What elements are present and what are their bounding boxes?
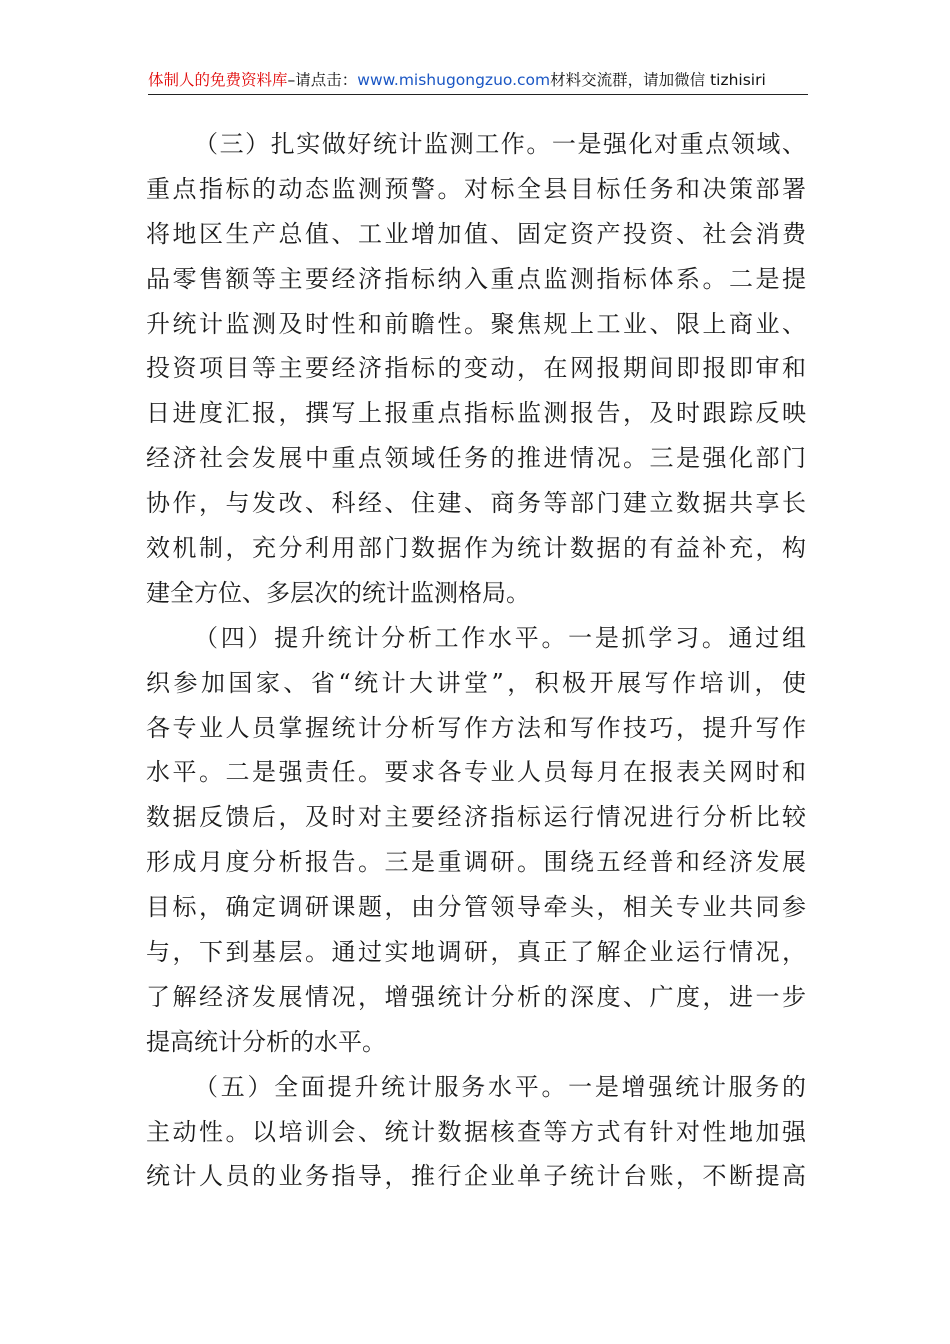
- paragraph-3-line: 经济社会发展中重点领域任务的推进情况。三是强化部门: [146, 444, 806, 473]
- paragraph-3-line: 将地区生产总值、工业增加值、固定资产投资、社会消费: [146, 219, 806, 248]
- paragraph-3-line: 协作，与发改、科经、住建、商务等部门建立数据共享长: [146, 489, 806, 518]
- paragraph-3-line: 建全方位、多层次的统计监测格局。: [146, 578, 530, 607]
- header-brand: 体制人的免费资料库: [148, 71, 288, 89]
- paragraph-4-line: 与，下到基层。通过实地调研，真正了解企业运行情况，: [146, 938, 806, 967]
- paragraph-3-line: （三）扎实做好统计监测工作。一是强化对重点领域、: [194, 130, 806, 158]
- paragraph-4-line: 形成月度分析报告。三是重调研。围绕五经普和经济发展: [146, 848, 806, 877]
- paragraph-4-line: 数据反馈后，及时对主要经济指标运行情况进行分析比较: [146, 803, 806, 832]
- paragraph-3-line: 日进度汇报，撰写上报重点指标监测报告，及时跟踪反映: [146, 399, 806, 428]
- paragraph-3-line: 重点指标的动态监测预警。对标全县目标任务和决策部署: [146, 174, 806, 203]
- paragraph-4-line: 织参加国家、省“统计大讲堂”，积极开展写作培训，使: [146, 668, 806, 697]
- paragraph-4-line: 提高统计分析的水平。: [146, 1027, 386, 1056]
- paragraph-4-line: 了解经济发展情况，增强统计分析的深度、广度，进一步: [146, 982, 806, 1011]
- header-tail: 材料交流群，请加微信 tizhisiri: [550, 71, 766, 89]
- header-url-link[interactable]: www.mishugongzuo.com: [357, 71, 551, 89]
- paragraph-5-line: 统计人员的业务指导，推行企业单子统计台账，不断提高: [146, 1162, 806, 1191]
- header-cta: –请点击：: [287, 71, 358, 89]
- paragraph-3-line: 效机制，充分利用部门数据作为统计数据的有益补充，构: [146, 534, 806, 563]
- paragraph-5-line: 主动性。以培训会、统计数据核查等方式有针对性地加强: [146, 1117, 806, 1146]
- paragraph-4-line: 水平。二是强责任。要求各专业人员每月在报表关网时和: [146, 758, 806, 787]
- page-header: [148, 68, 808, 95]
- paragraph-4-line: （四）提升统计分析工作水平。一是抓学习。通过组: [194, 623, 806, 652]
- paragraph-4-line: 各专业人员掌握统计分析写作方法和写作技巧，提升写作: [146, 713, 806, 742]
- paragraph-5-line: （五）全面提升统计服务水平。一是增强统计服务的: [194, 1072, 806, 1101]
- paragraph-3-line: 投资项目等主要经济指标的变动，在网报期间即报即审和: [146, 354, 806, 383]
- paragraph-3-line: 品零售额等主要经济指标纳入重点监测指标体系。二是提: [146, 264, 806, 293]
- paragraph-4-line: 目标，确定调研课题，由分管领导牵头，相关专业共同参: [146, 893, 806, 922]
- paragraph-3-line: 升统计监测及时性和前瞻性。聚焦规上工业、限上商业、: [146, 309, 806, 338]
- document-body: [146, 122, 806, 1199]
